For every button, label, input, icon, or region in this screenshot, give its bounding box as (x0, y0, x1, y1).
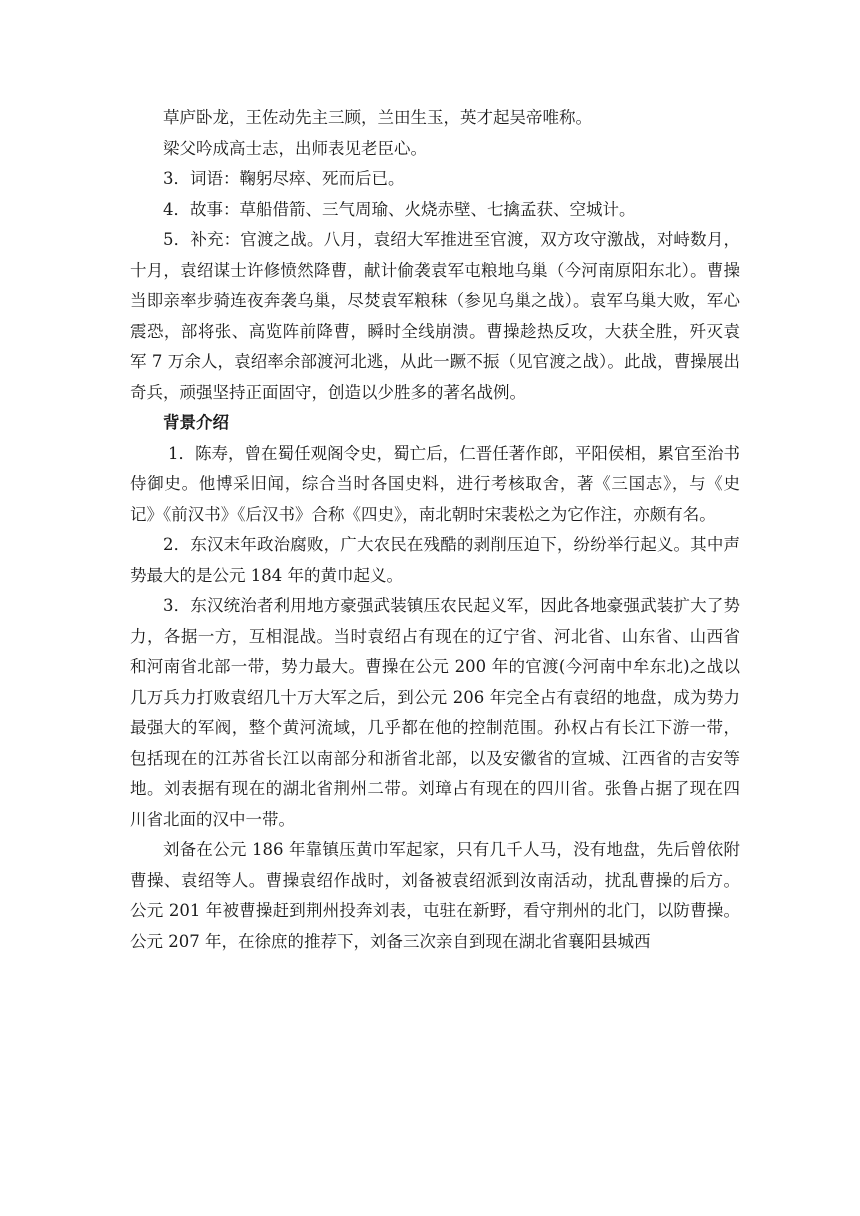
background-paragraph-4: 刘备在公元 186 年靠镇压黄巾军起家，只有几千人马，没有地盘，先后曾依附曹操、袁绍等人。曹操袁绍作战时，刘备被袁绍派到汝南活动，扰乱曹操的后方。公元 201 年被曹操赶到荆州投奔刘表，屯驻在新野，看守荆州的北门，以防曹操。公元 207 年，在徐庶的推荐下，刘备三次亲自到现在湖北省襄阳县城西 (130, 840, 740, 951)
background-paragraph-1: 1．陈寿，曾在蜀任观阁令史，蜀亡后，仁晋任著作郎，平阳侯相，累官至治书侍御史。他博采旧闻，综合当时各国史料，进行考核取舍，著《三国志》，与《史记》《前汉书》《后汉书》合称《四史》，南北朝时宋裴松之为它作注，亦颇有名。 (130, 443, 740, 524)
background-paragraph-3: 3．东汉统治者利用地方豪强武装镇压农民起义军，因此各地豪强武装扩大了势力，各据一方，互相混战。当时袁绍占有现在的辽宁省、河北省、山东省、山西省和河南省北部一带，势力最大。曹操在公元 200 年的官渡(今河南中牟东北)之战以几万兵力打败袁绍几十万大军之后，到公元 206 年完全占有袁绍的地盘，成为势力最强大的军阀，整个黄河流域，几乎都在他的控制范围。孙权占有长江下游一带，包括现在的江苏省长江以南部分和浙省北部，以及安徽省的宣城、江西省的吉安等地。刘表据有现在的湖北省荆州二带。刘璋占有现在的四川省。张鲁占据了现在四川省北面的汉中一带。 (130, 596, 740, 829)
list-item-vocabulary: 3．词语：鞠躬尽瘁、死而后已。 (163, 169, 405, 188)
couplet-line-1: 草庐卧龙，王佐动先主三顾，兰田生玉，英才起吴帝唯称。 (163, 108, 592, 127)
section-heading-background: 背景介绍 (163, 413, 229, 432)
background-paragraph-2: 2．东汉末年政治腐败，广大农民在残酷的剥削压迫下，纷纷举行起义。其中声势最大的是公元 184 年的黄巾起义。 (130, 535, 740, 585)
list-item-stories: 4．故事：草船借箭、三气周瑜、火烧赤壁、七擒孟获、空城计。 (163, 199, 636, 219)
couplet-line-2: 梁父吟成高士志，出师表见老臣心。 (163, 138, 427, 158)
list-item-supplement: 5．补充：官渡之战。八月，袁绍大军推进至官渡，双方攻守激战，对峙数月，十月，袁绍谋士许修愤然降曹，献计偷袭袁军屯粮地乌巢（今河南原阳东北）。曹操当即亲率步骑连夜奔袭乌巢，尽焚袁军粮秣（参见乌巢之战）。袁军乌巢大败，军心震恐，部将张、高览阵前降曹，瞬时全线崩溃。曹操趁热反攻，大获全胜，歼灭袁军 7 万余人，袁绍率余部渡河北逃，从此一蹶不振（见官渡之战）。此战，曹操展出奇兵，顽强坚持正面固守，创造以少胜多的著名战例。 (130, 230, 740, 402)
document-body (130, 103, 740, 957)
